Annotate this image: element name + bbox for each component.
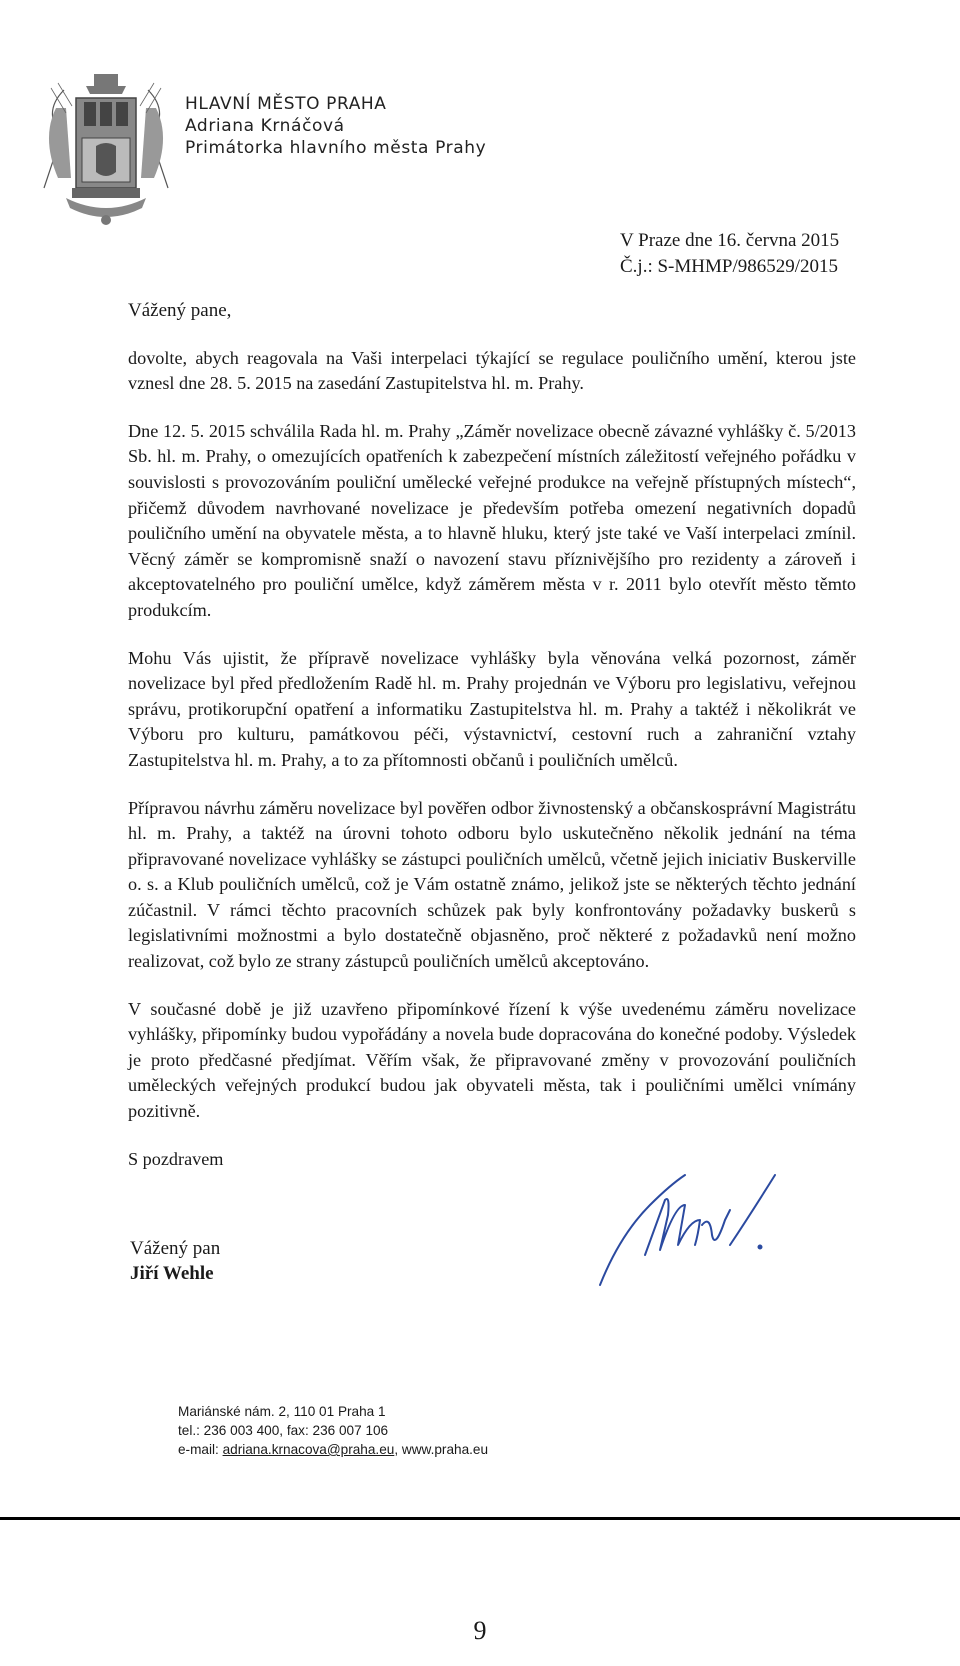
paragraph: V současné době je již uzavřeno připomínkové řízení k výše uvedenému záměru novelizace vyhlášky, připomínky budou vypořádány a novela bude dopracována do konečné podoby. Výsledek je proto předčasné předjímat. Věřím však, že připravované změny v provozování pouličních uměleckých veřejných produkcí budou jak obyvateli města, tak i pouličními umělci vnímány pozitivně. xyxy=(128,998,856,1122)
letter-body xyxy=(128,298,856,1194)
reference-number: Č.j.: S-MHMP/986529/2015 xyxy=(620,256,839,277)
addressee-block xyxy=(130,1236,220,1286)
date-reference-block xyxy=(620,228,839,280)
salutation: Vážený pane, xyxy=(128,300,232,321)
email-link[interactable]: adriana.krnacova@praha.eu xyxy=(222,1442,395,1457)
prague-crest-logo xyxy=(36,68,176,233)
letter-date: V Praze dne 16. června 2015 xyxy=(620,230,840,251)
footer-divider xyxy=(0,1517,960,1520)
letterhead-city: HLAVNÍ MĚSTO PRAHA xyxy=(185,94,387,114)
paragraph: Mohu Vás ujistit, že přípravě novelizace vyhlášky byla věnována velká pozornost, záměr novelizace byl před předložením Radě hl. m. Prahy projednán ve Výboru pro legislativu, veřejnou správu, protikorupční opatření a informatiku Zastupitelstva hl. m. Prahy a taktéž i několikrát ve Výboru pro kulturu, památkovou péči, výstavnictví, cestovní ruch a zahraniční vztahy Zastupitelstva hl. m. Prahy, a to za přítomnosti občanů i pouličních umělců. xyxy=(128,647,856,770)
paragraph: dovolte, abych reagovala na Vaši interpelaci týkající se regulace pouličního umění, kterou jste vznesl dne 28. 5. 2015 na zasedání Zastupitelstva hl. m. Prahy. xyxy=(128,347,856,394)
contact-footer xyxy=(178,1402,488,1459)
handwritten-signature xyxy=(590,1165,820,1295)
contact-address: Mariánské nám. 2, 110 01 Praha 1 xyxy=(178,1404,386,1419)
page-number: 9 xyxy=(473,1616,487,1645)
paragraph: Dne 12. 5. 2015 schválila Rada hl. m. Prahy „Záměr novelizace obecně závazné vyhlášky č. 5/2013 Sb. hl. m. Prahy, o omezujících opatřeních k zabezpečení místních záležitostí veřejného pořádku v souvislosti s provozováním pouliční umělecké veřejné produkce na veřejně přístupných místech“, přičemž důvodem navrhované novelizace je především potřeba omezení negativních dopadů pouličního umění na obyvatele města, a to hlavně hluku, který jste také ve Vaší interpelaci zmínil. Věcný záměr se kompromisně snaží o navození stavu příznivějšího pro rezidenty a zároveň i akceptovatelného pro pouliční umělce, když záměrem města v r. 2011 bylo otevřít město těmto produkcím. xyxy=(128,420,856,620)
closing: S pozdravem xyxy=(128,1148,224,1169)
letterhead xyxy=(185,93,486,159)
letterhead-role: Primátorka hlavního města Prahy xyxy=(185,138,487,158)
contact-phone: tel.: 236 003 400, fax: 236 007 106 xyxy=(178,1423,389,1438)
contact-email-line xyxy=(178,1440,488,1459)
addressee-title: Vážený pan xyxy=(130,1238,221,1259)
letterhead-name: Adriana Krnáčová xyxy=(185,116,345,136)
email-label: e-mail: xyxy=(178,1442,219,1457)
paragraph: Přípravou návrhu záměru novelizace byl pověřen odbor živnostenský a občanskosprávní Magistrátu hl. m. Prahy, a taktéž na úrovni tohoto odboru bylo uskutečněno několik jednání na téma připravované novelizace vyhlášky se zástupci pouličních umělců, včetně jejich iniciativ Buskerville o. s. a Klub pouličních umělců, což je Vám ostatně známo, jelikož jste se některých těchto jednání zúčastnil. V rámci těchto pracovních schůzek pak byly konfrontovány požadavky buskerů s legislativními možnostmi a bylo dostatečně objasněno, proč některé z požadavků není možno realizovat, což bylo ze strany zástupců pouličních umělců akceptováno. xyxy=(128,797,856,972)
addressee-name: Jiří Wehle xyxy=(130,1263,214,1284)
website-text: , www.praha.eu xyxy=(394,1442,489,1457)
